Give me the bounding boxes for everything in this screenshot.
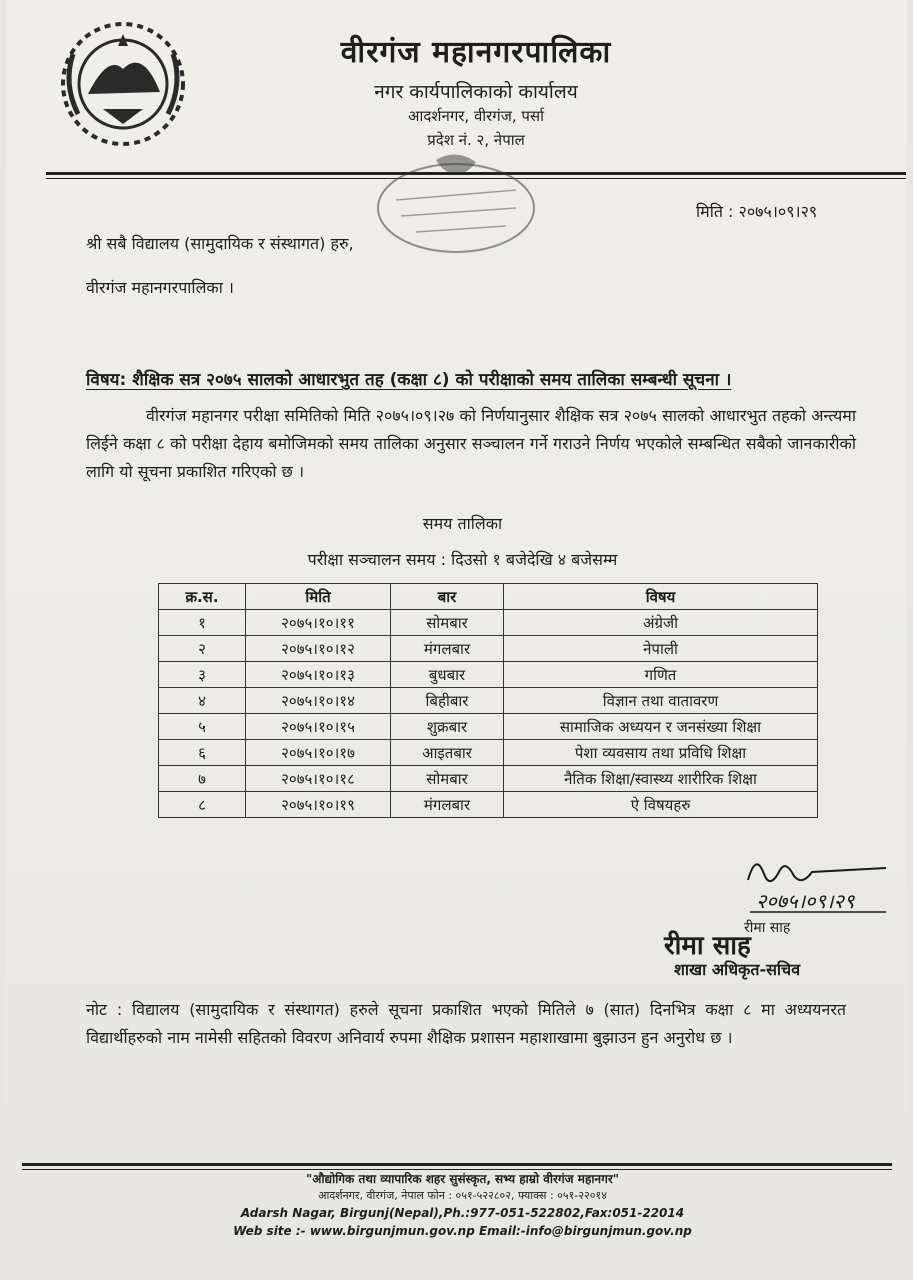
letter-subject: विषय: शैक्षिक सत्र २०७५ सालको आधारभुत तह (कक्षा ८) को परीक्षाको समय तालिका सम्बन्धी सूचना । (86, 370, 732, 390)
table-row (159, 766, 818, 792)
table-row (159, 610, 818, 636)
table-row (159, 636, 818, 662)
row-subject: विज्ञान तथा वातावरण (504, 688, 818, 714)
row-serial: १ (159, 610, 246, 636)
table-row (159, 714, 818, 740)
table-header-row (159, 584, 818, 610)
row-day: बुधबार (391, 662, 504, 688)
row-date: २०७५।१०।१९ (246, 792, 391, 818)
row-subject: ऐ विषयहरु (504, 792, 818, 818)
letter-page (6, 0, 907, 1272)
table-row (159, 792, 818, 818)
recipient-line-1: श्री सबै विद्यालय (सामुदायिक र संस्थागत) हरु, (86, 234, 354, 253)
footer-slogan: "औद्योगिक तथा व्यापारिक शहर सुसंस्कृत, सभ्य हाम्रो वीरगंज महानगर" (306, 1172, 619, 1186)
office-address: आदर्शनगर, वीरगंज, पर्सा (408, 107, 544, 125)
row-serial: २ (159, 636, 246, 662)
office-stamp-icon (366, 150, 546, 270)
signature-date: २०७५।०९।२९ (756, 889, 855, 913)
row-subject: सामाजिक अध्ययन र जनसंख्या शिक्षा (504, 714, 818, 740)
row-day: मंगलबार (391, 792, 504, 818)
municipality-title: वीरगंज महानगरपालिका (340, 35, 612, 70)
row-day: सोमबार (391, 766, 504, 792)
exam-schedule-table (158, 583, 818, 818)
signatory-title: शाखा अधिकृत-सचिव (674, 960, 801, 979)
row-date: २०७५।१०।११ (246, 610, 391, 636)
schedule-title: समय तालिका (422, 514, 503, 533)
row-subject: अंग्रेजी (504, 610, 818, 636)
row-date: २०७५।१०।१३ (246, 662, 391, 688)
row-date: २०७५।१०।१५ (246, 714, 391, 740)
header-serial: क्र.स. (159, 584, 246, 610)
row-day: आइतबार (391, 740, 504, 766)
row-serial: ७ (159, 766, 246, 792)
footer-contact-english: Adarsh Nagar, Birgunj(Nepal),Ph.:977-051-522802,Fax:051-22014 (240, 1206, 685, 1220)
row-day: सोमबार (391, 610, 504, 636)
header-date: मिति (246, 584, 391, 610)
letter-body: वीरगंज महानगर परीक्षा समितिको मिति २०७५।०९।२७ को निर्णयानुसार शैक्षिक सत्र २०७५ सालको आधारभुत तहको अन्त्यमा लिईने कक्षा ८ को परीक्षा देहाय बमोजिमको समय तालिका अनुसार सञ्चालन गर्ने गराउने निर्णय भएकोले सम्बन्धित सबैको जानकारीको लागि यो सूचना प्रकाशित गरिएको छ । (86, 406, 856, 481)
signatory-name-handwritten: रीमा साह (744, 920, 791, 936)
recipient-line-2: वीरगंज महानगरपालिका । (86, 278, 234, 297)
table-row (159, 662, 818, 688)
row-date: २०७५।१०।१७ (246, 740, 391, 766)
table-row (159, 740, 818, 766)
row-date: २०७५।१०।१४ (246, 688, 391, 714)
handwritten-signature (736, 850, 896, 920)
header-day: बार (391, 584, 504, 610)
row-date: २०७५।१०।१८ (246, 766, 391, 792)
office-subtitle: नगर कार्यपालिकाको कार्यालय (374, 81, 578, 103)
letter-note: नोट : विद्यालय (सामुदायिक र संस्थागत) हरुले सूचना प्रकाशित भएको मितिले ७ (सात) दिनभित्र कक्षा ८ मा अध्ययनरत विद्यार्थीहरुको नाम नामेसी सहितको विवरण अनिवार्य रुपमा शैक्षिक प्रशासन महाशाखामा बुझाउन हुन अनुरोध छ । (86, 1000, 846, 1047)
table-row (159, 688, 818, 714)
nepal-government-emblem-icon (48, 14, 198, 154)
signatory-name-stamp: रीमा साह (664, 931, 751, 961)
office-province: प्रदेश नं. २, नेपाल (427, 131, 525, 149)
row-subject: गणित (504, 662, 818, 688)
row-serial: ५ (159, 714, 246, 740)
row-date: २०७५।१०।१२ (246, 636, 391, 662)
footer-divider (22, 1163, 892, 1166)
header-subject: विषय (504, 584, 818, 610)
letter-date: मिति : २०७५।०९।२९ (696, 202, 818, 221)
row-day: मंगलबार (391, 636, 504, 662)
row-day: शुक्रबार (391, 714, 504, 740)
row-serial: ४ (159, 688, 246, 714)
row-subject: नैतिक शिक्षा/स्वास्थ्य शारीरिक शिक्षा (504, 766, 818, 792)
row-subject: नेपाली (504, 636, 818, 662)
row-serial: ८ (159, 792, 246, 818)
footer-contact-nepali: आदर्शनगर, वीरगंज, नेपाल फोन : ०५१-५२२८०२, फ्याक्स : ०५१-२२०१४ (318, 1189, 607, 1202)
row-subject: पेशा व्यवसाय तथा प्रविधि शिक्षा (504, 740, 818, 766)
row-serial: ३ (159, 662, 246, 688)
row-serial: ६ (159, 740, 246, 766)
schedule-time: परीक्षा सञ्चालन समय : दिउसो १ बजेदेखि ४ बजेसम्म (307, 550, 618, 569)
row-day: बिहीबार (391, 688, 504, 714)
footer-website-email: Web site :- www.birgunjmun.gov.np Email:-info@birgunjmun.gov.np (233, 1224, 692, 1238)
